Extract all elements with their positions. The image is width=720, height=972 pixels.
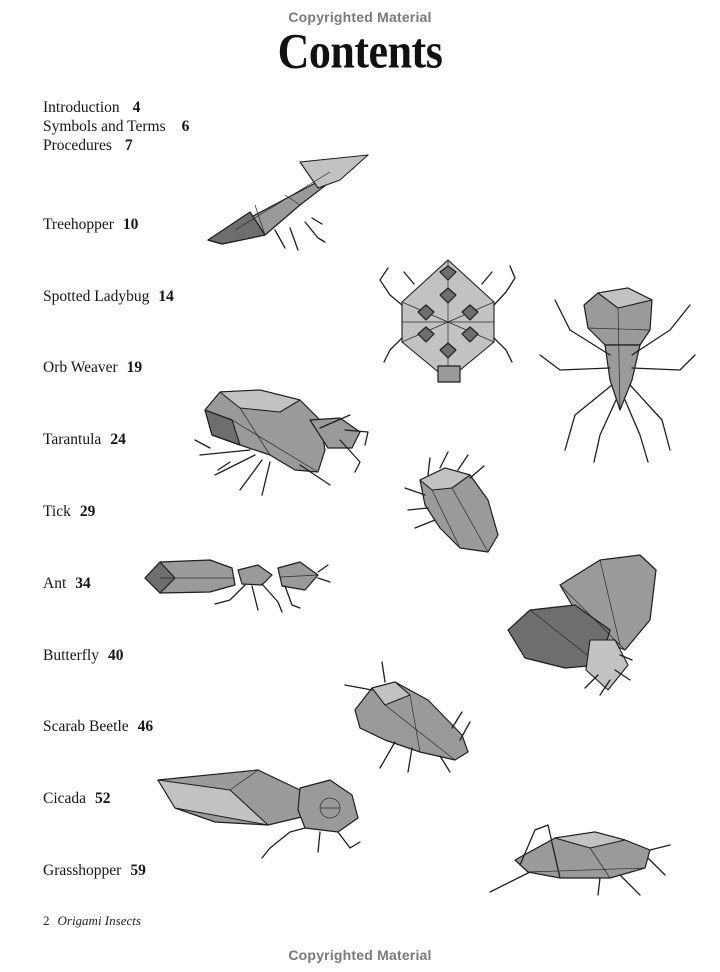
toc-label: Spotted Ladybug <box>43 288 150 305</box>
ladybug-illustration <box>380 260 515 382</box>
toc-page-number: 46 <box>137 718 154 735</box>
toc-page-number: 14 <box>158 288 174 305</box>
toc-label: Tick <box>43 503 71 520</box>
toc-page-number: 4 <box>132 99 141 116</box>
toc-label: Grasshopper <box>43 862 122 879</box>
toc-label: Procedures <box>43 137 112 154</box>
copyright-watermark-bottom: Copyrighted Material <box>288 947 432 963</box>
toc-page-number: 34 <box>75 575 91 592</box>
grasshopper-illustration <box>490 825 670 895</box>
toc-label: Butterfly <box>43 647 99 664</box>
footer-book-title: Origami Insects <box>57 913 141 928</box>
ant-illustration <box>145 560 330 612</box>
treehopper-illustration <box>208 155 368 250</box>
toc-label: Scarab Beetle <box>43 718 129 735</box>
toc-page-number: 52 <box>95 790 111 807</box>
toc-label: Tarantula <box>43 431 102 448</box>
toc-label: Introduction <box>43 99 120 116</box>
cicada-illustration <box>158 770 360 858</box>
toc-page-number: 6 <box>181 118 190 135</box>
toc-label: Orb Weaver <box>43 359 118 376</box>
orb-weaver-illustration <box>540 288 695 462</box>
tarantula-illustration <box>195 390 368 495</box>
copyright-watermark-top: Copyrighted Material <box>288 9 432 25</box>
toc-page-number: 40 <box>107 647 124 664</box>
toc-label: Ant <box>43 575 67 592</box>
butterfly-illustration <box>508 555 656 695</box>
toc-label: Symbols and Terms <box>43 118 166 135</box>
toc-label: Cicada <box>43 790 87 807</box>
scarab-beetle-illustration <box>345 662 470 772</box>
toc-label: Treehopper <box>43 216 114 233</box>
toc-page-number: 19 <box>126 359 143 376</box>
toc-page-number: 24 <box>110 431 126 448</box>
toc-page-number: 59 <box>130 862 146 879</box>
toc-page-number: 29 <box>79 503 96 520</box>
page-title: Contents <box>277 24 443 79</box>
toc-page-number: 10 <box>122 216 139 233</box>
toc-page-number: 7 <box>124 137 133 154</box>
footer-page-number: 2 <box>43 913 50 928</box>
tick-illustration <box>405 452 498 552</box>
